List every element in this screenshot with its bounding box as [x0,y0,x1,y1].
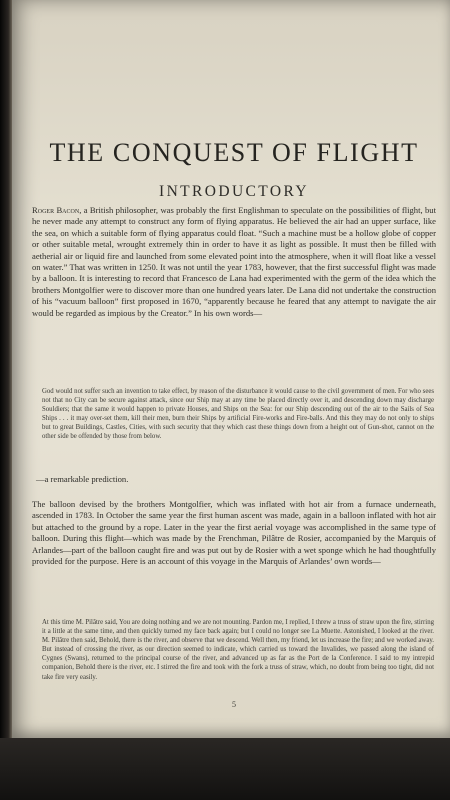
quote-arlandes: At this time M. Pilâtre said, You are doing nothing and we are not mounting. Pardon me, I replied, I threw a truss of straw upon the fire, stirring it a little at the same time, and then quickly turned my face back again; but I could no longer see La Muette. Astonished, I looked at the river. M. Pilâtre then said, Behold, there is the river, and observe that we descend. Well then, my friend, let us increase the fire; and we worked away. But instead of crossing the river, as our direction seemed to indicate, which carried us toward the Invalides, we passed along the island of Cygnes (Swans), returned to the principal course of the river, and advanced up as far as the Port de la Conference. I said to my intrepid companion, Behold there is the river, etc. I stirred the fire and took with the fork a truss of straw, which, no doubt from being too tight, did not take fire very easily. [42,619,434,681]
page-title: THE CONQUEST OF FLIGHT [49,138,419,167]
quote-de-lana: God would not suffer such an invention to take effect, by reason of the disturbance it would cause to the civil government of men. For who sees not that no City can be secure against attack, since our Ship may at any time be placed directly over it, and descending down may discharge Souldiers; that the same it would happen to private Houses, and Ships on the Sea: for our Ship descending out of the air to the Sails of Sea Ships . . . it may over-set them, kill their men, burn their Ships by artificial Fire-works and Fire-balls. And this they may do not only to ships but to great Buildings, Castles, Cities, with such security that they which cast these things down from a height out of Gun-shot, cannot on the other side be offended by those from below. [42,388,434,441]
lead-name: Roger Bacon [32,205,80,215]
section-heading: INTRODUCTORY [159,183,309,200]
paragraph-montgolfier: The balloon devised by the brothers Montgolfier, which was inflated with hot air from a furnace underneath, ascended in 1783. In October the same year the first human ascent was made, again in a balloon inflated with hot air but attached to the ground by a rope. Later in the year the first aerial voyage was accomplished in the same type of balloon. During this flight—which was made by the Frenchman, Pilâtre de Rosier, accompanied by the Marquis of Arlandes—part of the balloon caught fire and was put out by de Rosier with a wet sponge which he had thoughtfully provided for the purpose. Here is an account of this voyage in the Marquis of Arlandes’ own words— [32,499,436,567]
desk-surface [0,738,450,800]
remark-line: —a remarkable prediction. [36,474,129,484]
paragraph-intro-text: , a British philosopher, was probably the first Englishman to speculate on the possibilities of flight, but he never made any attempt to construct any form of flying apparatus. He believed the air had an upper surface, like the sea, on which a suitable form of flying apparatus could float. “Such a machine must be a hollow globe of copper or other suitable metal, wrought extremely thin in order to have it as light as possible. It must then be filled with aetherial air or liquid fire and launched from some elevated point into the atmosphere, when it will float like a vessel on water.” That was written in 1250. It was not until the year 1783, however, that the first successful flight was made by a balloon. It is interesting to record that Francesco de Lana had experimented with the germ of the idea which the brothers Montgolfier were to discover more than one hundred years later. De Lana did not undertake the construction of his “vacuum balloon” first proposed in 1670, “apparently because he feared that any attempt to navigate the air would be regarded as impious by the Creator.” In his own words— [32,205,436,318]
paragraph-intro [32,205,436,319]
page-number: 5 [232,700,236,709]
book-page [12,0,450,738]
